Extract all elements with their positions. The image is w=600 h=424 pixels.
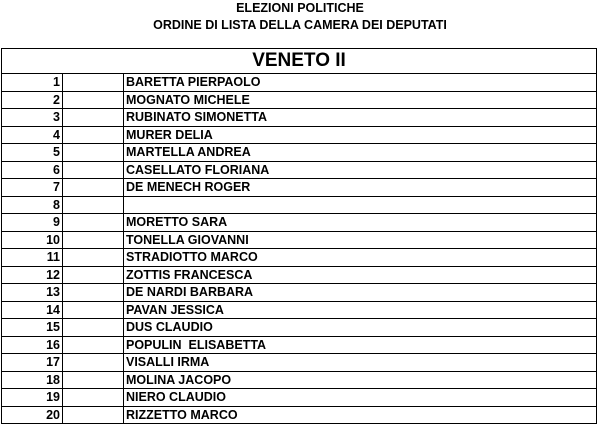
candidate-number: 19 — [2, 389, 63, 407]
empty-cell — [63, 249, 124, 267]
candidate-number: 6 — [2, 161, 63, 179]
empty-cell — [63, 336, 124, 354]
candidate-row — [2, 406, 597, 424]
candidate-number: 11 — [2, 249, 63, 267]
candidate-name: POPULIN ELISABETTA — [124, 336, 597, 354]
region-header-row — [2, 49, 597, 74]
candidate-number: 8 — [2, 196, 63, 214]
candidate-number: 17 — [2, 354, 63, 372]
candidate-row — [2, 126, 597, 144]
candidate-row — [2, 231, 597, 249]
candidate-row — [2, 196, 597, 214]
candidate-row — [2, 109, 597, 127]
region-name: VENETO II — [2, 49, 597, 74]
empty-cell — [63, 406, 124, 424]
candidate-row — [2, 91, 597, 109]
candidate-name: MURER DELIA — [124, 126, 597, 144]
candidate-name: MARTELLA ANDREA — [124, 144, 597, 162]
candidate-row — [2, 354, 597, 372]
empty-cell — [63, 214, 124, 232]
candidate-number: 14 — [2, 301, 63, 319]
candidate-row — [2, 371, 597, 389]
empty-cell — [63, 266, 124, 284]
candidate-name: DE MENECH ROGER — [124, 179, 597, 197]
candidate-name: VISALLI IRMA — [124, 354, 597, 372]
candidate-name: ZOTTIS FRANCESCA — [124, 266, 597, 284]
empty-cell — [63, 284, 124, 302]
candidate-list-table — [1, 48, 597, 424]
empty-cell — [63, 319, 124, 337]
empty-cell — [63, 74, 124, 92]
candidate-name: TONELLA GIOVANNI — [124, 231, 597, 249]
empty-cell — [63, 109, 124, 127]
empty-cell — [63, 389, 124, 407]
candidate-number: 12 — [2, 266, 63, 284]
candidate-number: 1 — [2, 74, 63, 92]
header-subtitle: ORDINE DI LISTA DELLA CAMERA DEI DEPUTATI — [153, 18, 447, 32]
candidate-row — [2, 214, 597, 232]
candidate-number: 15 — [2, 319, 63, 337]
empty-cell — [63, 196, 124, 214]
candidate-number: 5 — [2, 144, 63, 162]
candidate-number: 18 — [2, 371, 63, 389]
candidate-name: BARETTA PIERPAOLO — [124, 74, 597, 92]
candidate-row — [2, 301, 597, 319]
candidate-row — [2, 336, 597, 354]
candidate-number: 3 — [2, 109, 63, 127]
candidate-row — [2, 389, 597, 407]
header-title: ELEZIONI POLITICHE — [236, 1, 364, 15]
empty-cell — [63, 301, 124, 319]
candidate-name: STRADIOTTO MARCO — [124, 249, 597, 267]
candidate-number: 10 — [2, 231, 63, 249]
candidate-row — [2, 266, 597, 284]
candidate-name: MOLINA JACOPO — [124, 371, 597, 389]
candidate-row — [2, 74, 597, 92]
candidate-row — [2, 249, 597, 267]
candidate-name: NIERO CLAUDIO — [124, 389, 597, 407]
candidate-row — [2, 284, 597, 302]
candidate-number: 9 — [2, 214, 63, 232]
candidate-name: MORETTO SARA — [124, 214, 597, 232]
empty-cell — [63, 179, 124, 197]
candidate-number: 4 — [2, 126, 63, 144]
candidate-name: PAVAN JESSICA — [124, 301, 597, 319]
candidate-name — [124, 196, 597, 214]
candidate-number: 16 — [2, 336, 63, 354]
candidate-name: DUS CLAUDIO — [124, 319, 597, 337]
empty-cell — [63, 161, 124, 179]
candidate-number: 20 — [2, 406, 63, 424]
candidate-row — [2, 319, 597, 337]
candidate-row — [2, 179, 597, 197]
empty-cell — [63, 231, 124, 249]
candidate-row — [2, 161, 597, 179]
candidate-name: DE NARDI BARBARA — [124, 284, 597, 302]
candidate-number: 13 — [2, 284, 63, 302]
candidate-name: RUBINATO SIMONETTA — [124, 109, 597, 127]
candidate-number: 7 — [2, 179, 63, 197]
empty-cell — [63, 371, 124, 389]
empty-cell — [63, 354, 124, 372]
empty-cell — [63, 126, 124, 144]
candidate-name: MOGNATO MICHELE — [124, 91, 597, 109]
candidate-name: RIZZETTO MARCO — [124, 406, 597, 424]
empty-cell — [63, 144, 124, 162]
candidate-row — [2, 144, 597, 162]
candidate-number: 2 — [2, 91, 63, 109]
candidate-name: CASELLATO FLORIANA — [124, 161, 597, 179]
empty-cell — [63, 91, 124, 109]
